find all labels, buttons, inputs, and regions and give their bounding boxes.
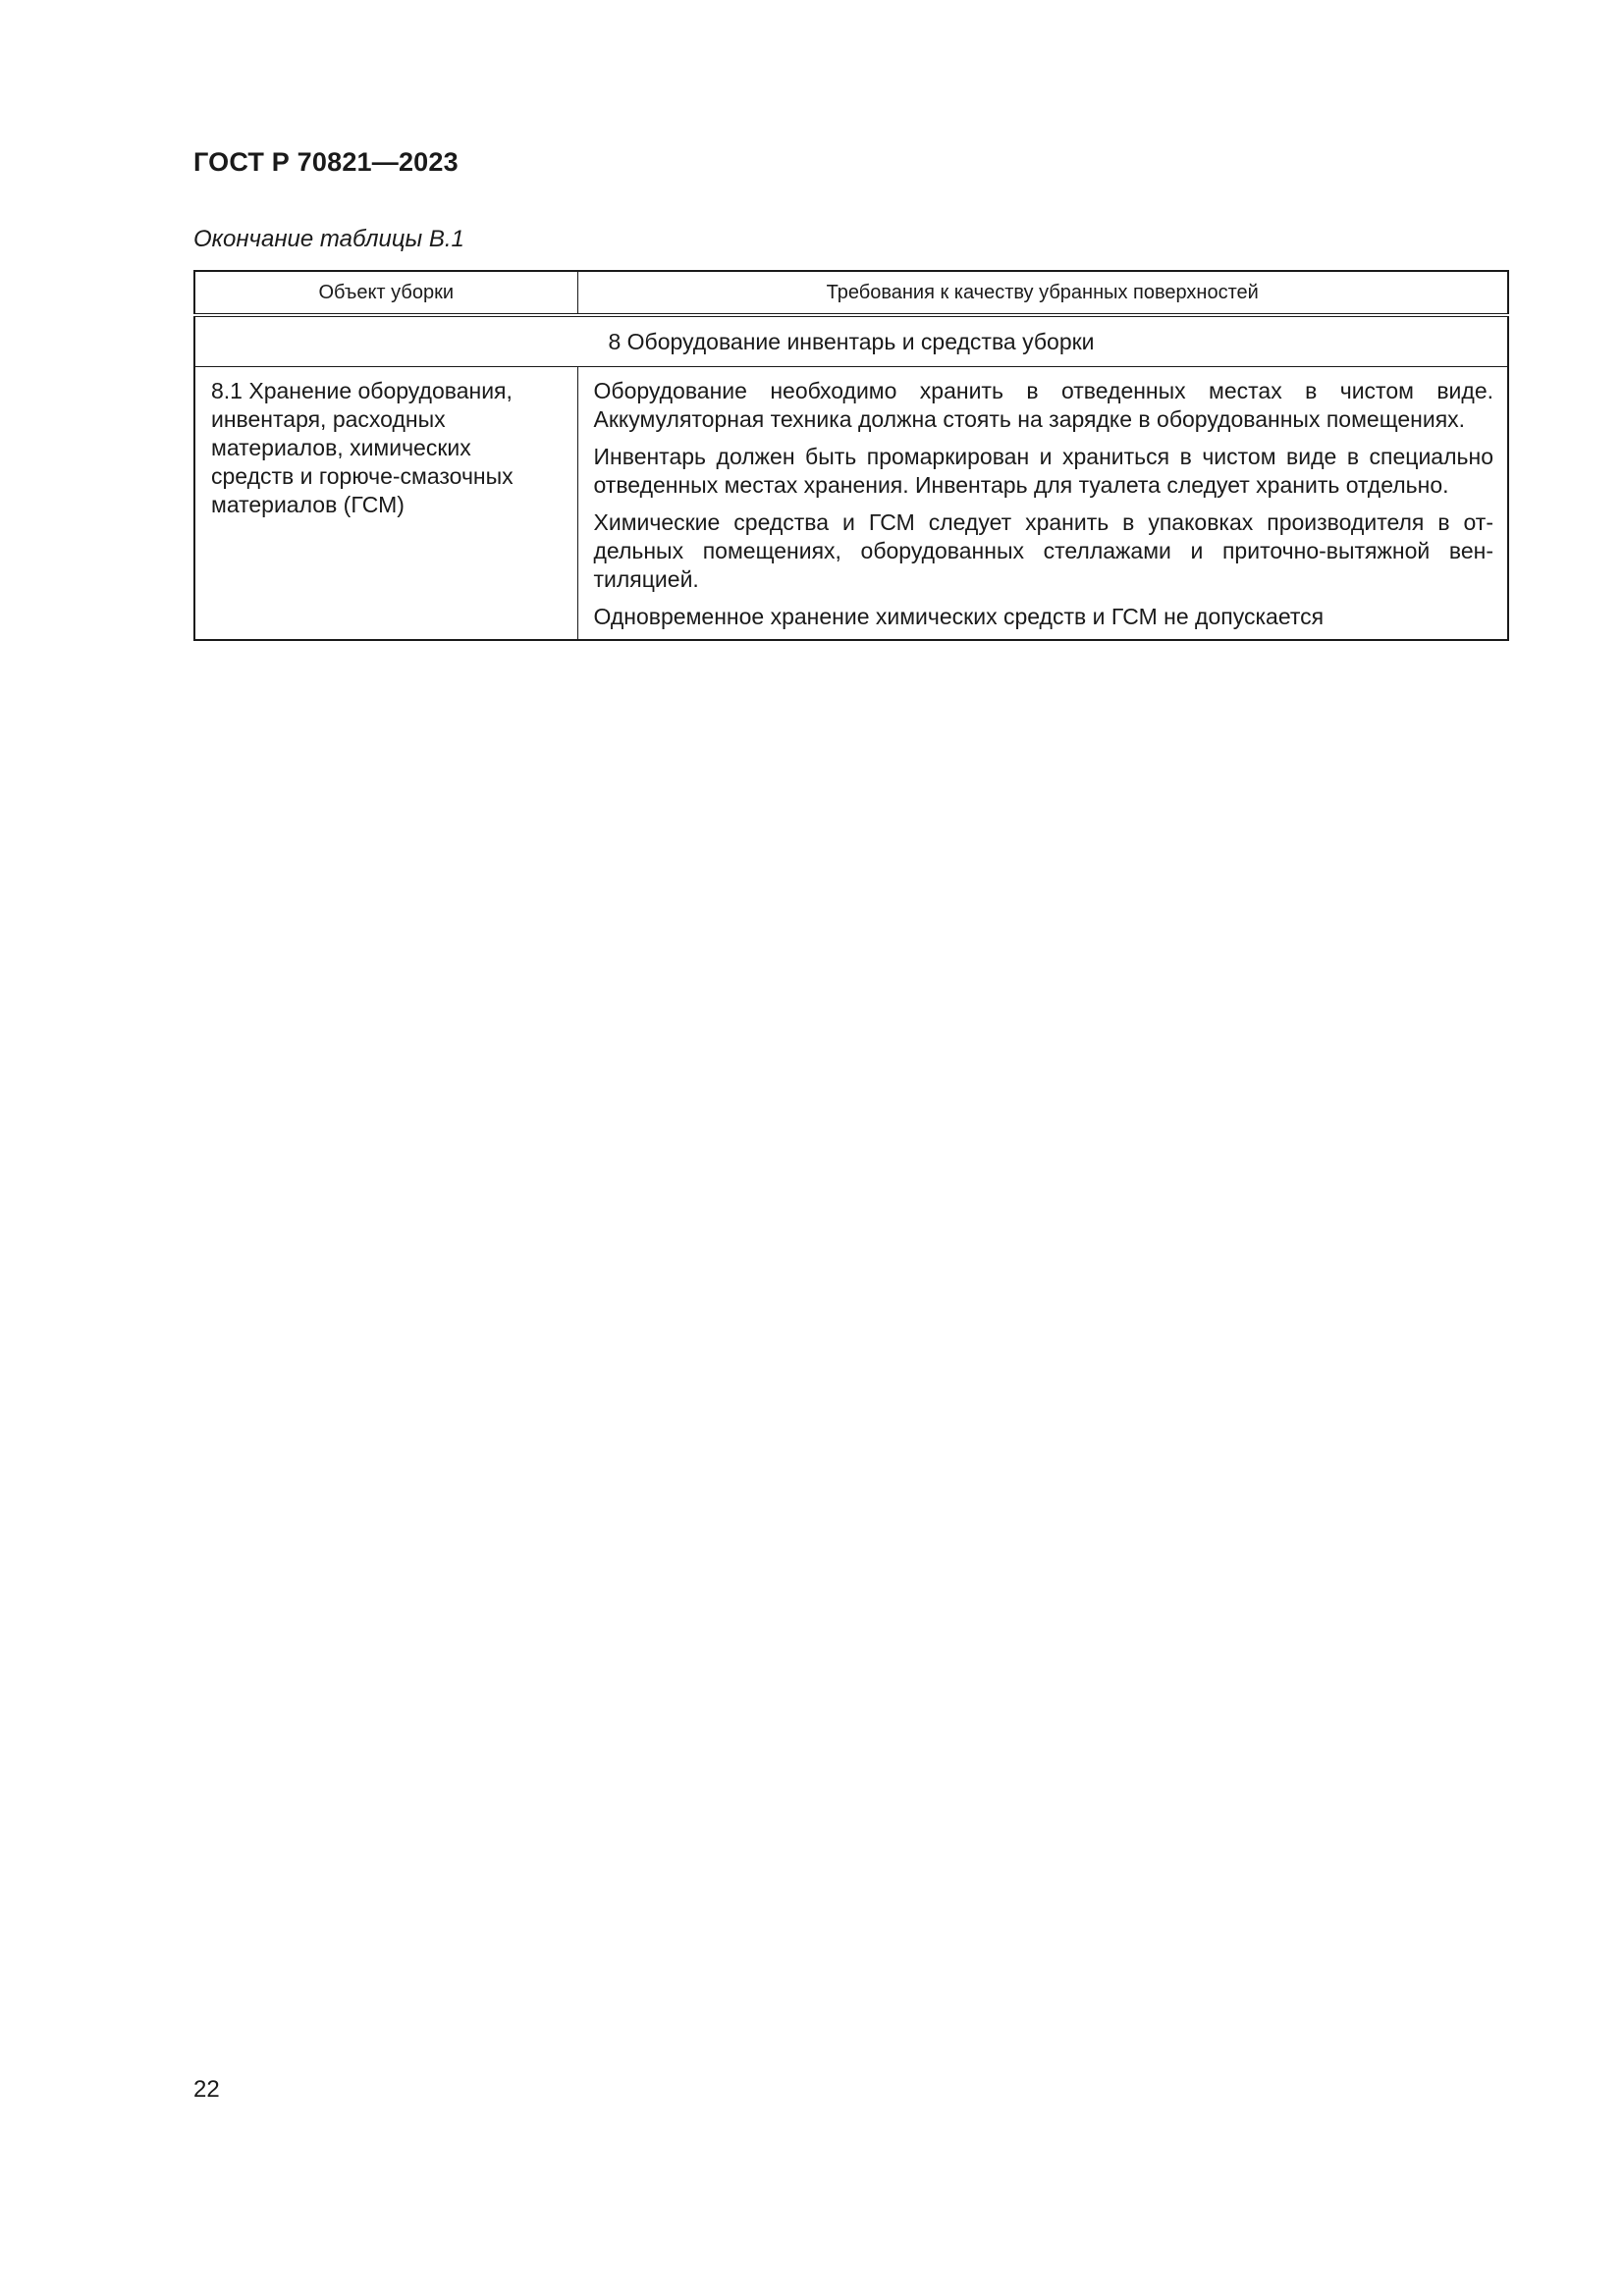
table-header-row [194, 271, 1508, 315]
table-caption: Окончание таблицы В.1 [193, 226, 464, 252]
requirement-paragraph: Инвентарь должен быть промаркирован и храниться в чистом виде в специально отведенных местах хранения. Инвентарь для туалета следует хранить отдельно. [593, 444, 1493, 498]
page-number: 22 [193, 2076, 220, 2103]
section-row [194, 315, 1508, 367]
requirement-paragraph: Химические средства и ГСМ следует хранить в упаковках производителя в отдельных помещениях, оборудованных стеллажами и приточно-вытяжной вентиляцией. [593, 509, 1493, 592]
column-header-requirements: Требования к качеству убранных поверхностей [577, 271, 1508, 315]
document-code: ГОСТ Р 70821—2023 [193, 147, 459, 177]
section-title: 8 Оборудование инвентарь и средства уборки [194, 315, 1508, 367]
requirements-cell [577, 367, 1508, 641]
cleaning-object-cell: 8.1 Хранение оборудования, инвентаря, расходных материалов, химических средств и горюче-смазочных материалов (ГСМ) [194, 367, 577, 641]
table-row [194, 367, 1508, 641]
requirement-paragraph: Оборудование необходимо хранить в отведенных местах в чистом виде. Аккумуляторная техника должна стоять на зарядке в оборудованных помещениях. [593, 378, 1493, 432]
table-body [194, 315, 1508, 640]
requirement-paragraph: Одновременное хранение химических средств и ГСМ не допускается [593, 604, 1325, 629]
requirements-table [193, 270, 1509, 641]
table-header [194, 271, 1508, 315]
column-header-object: Объект уборки [194, 271, 577, 315]
